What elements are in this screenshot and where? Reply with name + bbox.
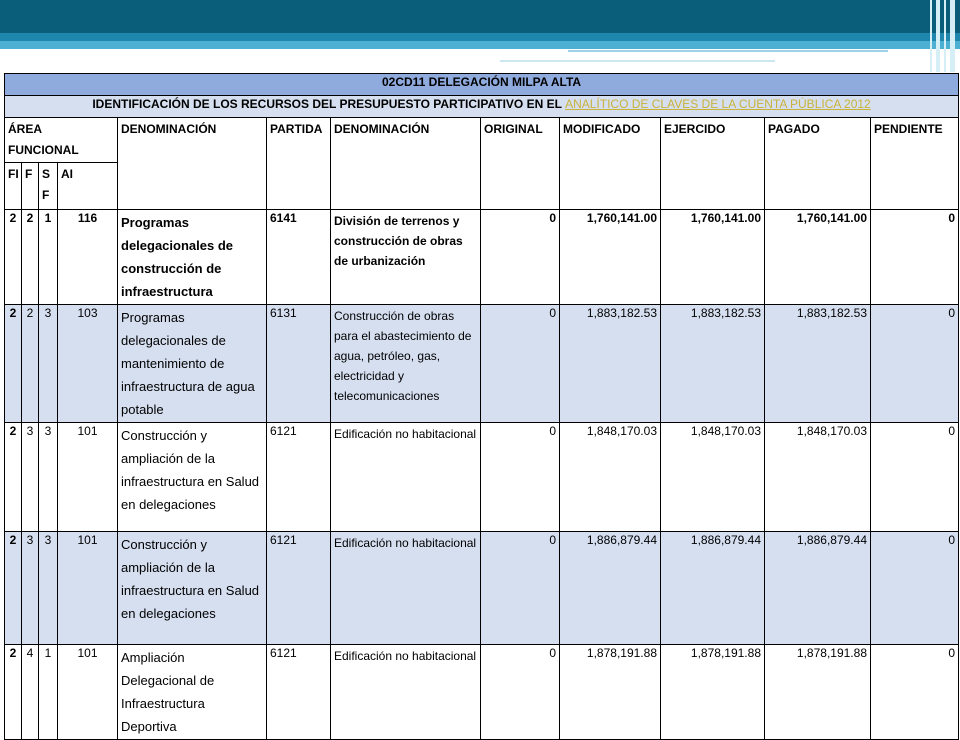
- cell-ai: 103: [58, 305, 118, 423]
- cell-f: 2: [22, 210, 39, 305]
- cell-ejercido: 1,848,170.03: [661, 423, 765, 532]
- cell-partida-desc: Construcción de obras para el abastecimiento de agua, petróleo, gas, electricidad y telecomunicaciones: [331, 305, 481, 423]
- table-row: [5, 305, 959, 423]
- cell-modificado: 1,883,182.53: [560, 305, 661, 423]
- cell-original: 0: [481, 210, 560, 305]
- table-subtitle: [5, 96, 959, 118]
- cell-ejercido: 1,883,182.53: [661, 305, 765, 423]
- table-row: [5, 532, 959, 645]
- cell-sf: 3: [39, 532, 58, 645]
- header-original: ORIGINAL: [481, 118, 560, 210]
- header-denominacion: DENOMINACIÓN: [118, 118, 267, 210]
- header-denominacion-partida: DENOMINACIÓN: [331, 118, 481, 210]
- cell-partida-desc: Edificación no habitacional: [331, 645, 481, 740]
- cell-modificado: 1,878,191.88: [560, 645, 661, 740]
- cell-ai: 101: [58, 423, 118, 532]
- cuenta-publica-link[interactable]: ANALÍTICO DE CLAVES DE LA CUENTA PÚBLICA 2012: [565, 97, 871, 111]
- cell-ejercido: 1,886,879.44: [661, 532, 765, 645]
- table-row: [5, 645, 959, 740]
- cell-sf: 1: [39, 210, 58, 305]
- cell-original: 0: [481, 305, 560, 423]
- cell-f: 4: [22, 645, 39, 740]
- cell-partida: 6121: [267, 645, 331, 740]
- cell-modificado: 1,760,141.00: [560, 210, 661, 305]
- cell-denominacion: Construcción y ampliación de la infraestructura en Salud en delegaciones: [118, 532, 267, 645]
- cell-pendiente: 0: [871, 423, 959, 532]
- header-ejercido: EJERCIDO: [661, 118, 765, 210]
- header-f: F: [22, 163, 39, 210]
- cell-modificado: 1,886,879.44: [560, 532, 661, 645]
- cell-original: 0: [481, 532, 560, 645]
- cell-partida: 6121: [267, 423, 331, 532]
- slide-banner-stripe: [0, 33, 960, 41]
- cell-ai: 116: [58, 210, 118, 305]
- cell-fi: 2: [5, 423, 22, 532]
- slide-banner: [0, 0, 960, 33]
- cell-ai: 101: [58, 532, 118, 645]
- cell-ejercido: 1,878,191.88: [661, 645, 765, 740]
- cell-denominacion: Ampliación Delegacional de Infraestructura Deportiva: [118, 645, 267, 740]
- header-sf: S F: [39, 163, 58, 210]
- cell-f: 3: [22, 423, 39, 532]
- budget-table: [4, 73, 959, 740]
- cell-original: 0: [481, 423, 560, 532]
- decorative-line: [568, 50, 888, 52]
- header-modificado: MODIFICADO: [560, 118, 661, 210]
- cell-denominacion: Programas delegacionales de mantenimiento de infraestructura de agua potable: [118, 305, 267, 423]
- header-area-funcional: ÁREA FUNCIONAL: [5, 118, 118, 163]
- cell-fi: 2: [5, 305, 22, 423]
- cell-partida-desc: Edificación no habitacional: [331, 423, 481, 532]
- header-partida: PARTIDA: [267, 118, 331, 210]
- cell-ai: 101: [58, 645, 118, 740]
- header-pendiente: PENDIENTE: [871, 118, 959, 210]
- cell-pagado: 1,883,182.53: [765, 305, 871, 423]
- cell-pagado: 1,878,191.88: [765, 645, 871, 740]
- header-ai: AI: [58, 163, 118, 210]
- table-row: [5, 210, 959, 305]
- decorative-line: [500, 60, 775, 62]
- cell-pagado: 1,886,879.44: [765, 532, 871, 645]
- cell-partida: 6141: [267, 210, 331, 305]
- cell-partida: 6131: [267, 305, 331, 423]
- cell-pendiente: 0: [871, 532, 959, 645]
- subtitle-text: IDENTIFICACIÓN DE LOS RECURSOS DEL PRESUPUESTO PARTICIPATIVO EN EL: [92, 97, 566, 111]
- cell-sf: 1: [39, 645, 58, 740]
- cell-pendiente: 0: [871, 210, 959, 305]
- table-row: [5, 423, 959, 532]
- cell-fi: 2: [5, 210, 22, 305]
- cell-denominacion: Programas delegacionales de construcción de infraestructura: [118, 210, 267, 305]
- cell-pendiente: 0: [871, 645, 959, 740]
- cell-original: 0: [481, 645, 560, 740]
- cell-f: 2: [22, 305, 39, 423]
- cell-sf: 3: [39, 305, 58, 423]
- cell-partida: 6121: [267, 532, 331, 645]
- cell-denominacion: Construcción y ampliación de la infraestructura en Salud en delegaciones: [118, 423, 267, 532]
- cell-pendiente: 0: [871, 305, 959, 423]
- cell-pagado: 1,848,170.03: [765, 423, 871, 532]
- cell-fi: 2: [5, 532, 22, 645]
- cell-pagado: 1,760,141.00: [765, 210, 871, 305]
- cell-partida-desc: Edificación no habitacional: [331, 532, 481, 645]
- cell-sf: 3: [39, 423, 58, 532]
- header-pagado: PAGADO: [765, 118, 871, 210]
- header-fi: FI: [5, 163, 22, 210]
- cell-modificado: 1,848,170.03: [560, 423, 661, 532]
- cell-f: 3: [22, 532, 39, 645]
- cell-fi: 2: [5, 645, 22, 740]
- decorative-vertical-stripes: [928, 0, 960, 72]
- slide-banner-stripe-light: [0, 41, 960, 49]
- cell-partida-desc: División de terrenos y construcción de obras de urbanización: [331, 210, 481, 305]
- table-title: 02CD11 DELEGACIÓN MILPA ALTA: [5, 74, 959, 96]
- cell-ejercido: 1,760,141.00: [661, 210, 765, 305]
